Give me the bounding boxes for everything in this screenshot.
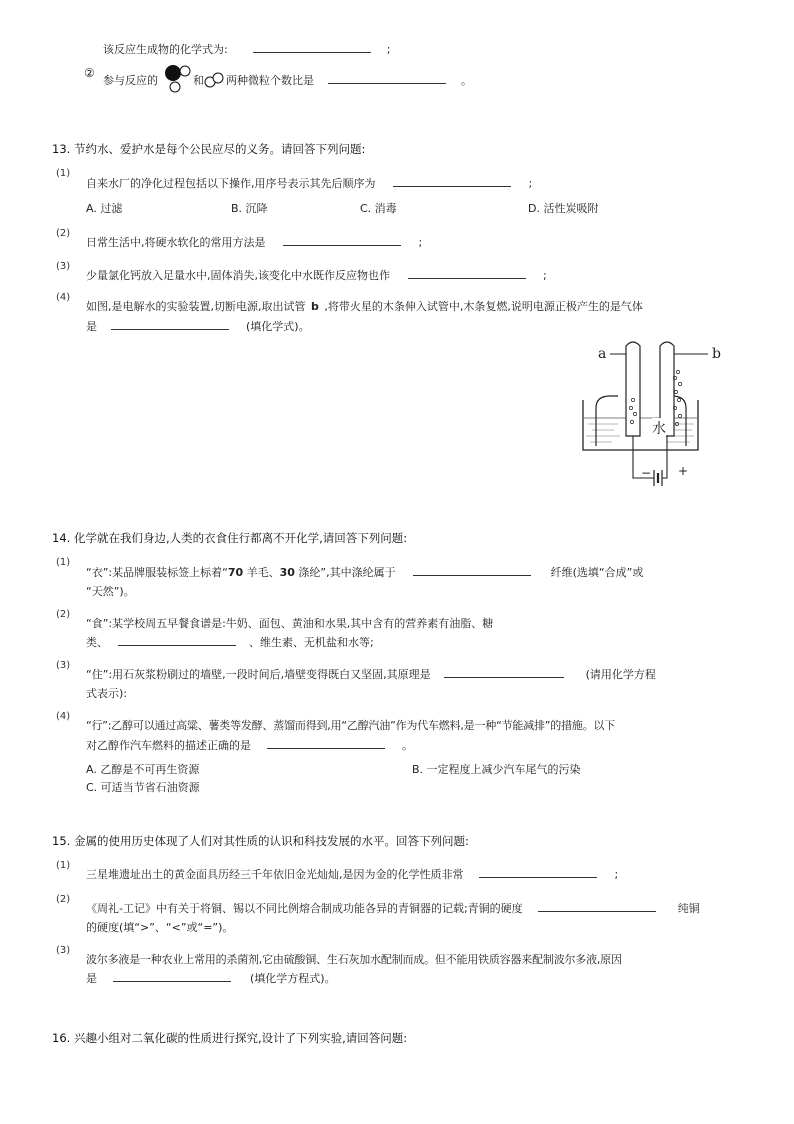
q13-p3-end: ; [543,269,547,282]
top-line-1 [103,41,390,57]
answer-blank[interactable] [479,867,597,878]
q13-p4-line1 [86,298,643,314]
answer-blank[interactable] [393,176,511,187]
q16-heading: 16. 兴趣小组对二氧化碳的性质进行探究,设计了下列实验,请回答问题: [52,1031,408,1045]
q14-p3-end: (请用化学方程 [585,668,656,681]
molecule-black-white-icon [162,62,192,94]
water-label: 水 [652,418,666,438]
q14-heading: 14. 化学就在我们身边,人类的衣食住行都离不开化学,请回答下列问题: [52,531,408,545]
positive-terminal-label: + [678,464,689,478]
q14-p2-line2 [86,634,374,650]
q13-p4-line2 [86,318,310,334]
q14-option-a: A. 乙醇是不可再生资源 [86,763,200,776]
q14-p1-30: 30 [279,566,295,579]
q13-p4-text-1: 如图,是电解水的实验装置,切断电源,取出试管 [86,300,306,313]
q14-p4-line2-a: 对乙醇作汽车燃料的描述正确的是 [86,739,251,752]
tube-a-label: a [598,346,607,362]
answer-blank[interactable] [113,971,231,982]
answer-blank[interactable] [408,268,526,279]
q15-p1-end: ; [614,868,619,881]
q13-heading: 13. 节约水、爱护水是每个公民应尽的义务。请回答下列问题: [52,142,366,156]
q13-option-c: C. 消毒 [360,202,397,215]
q14-p3-line2: 式表示): [86,687,127,700]
q14-option-c: C. 可适当节省石油资源 [86,781,200,794]
q14-p1-number: (1) [56,557,71,568]
q15-p3-number: (3) [56,945,71,956]
answer-blank[interactable] [413,565,531,576]
q14-p2-number: (2) [56,609,71,620]
q13-option-d: D. 活性炭吸附 [528,202,599,215]
q13-p2 [86,234,422,250]
q14-p2-line2-b: 、维生素、无机盐和水等; [249,636,374,649]
top-line1-suffix: ; [386,43,391,56]
q14-p4-line2-end: 。 [402,739,413,752]
top-line2-a: 参与反应的 [103,74,158,87]
q13-option-b: B. 沉降 [231,202,268,215]
answer-blank[interactable] [253,42,371,53]
q15-p3-line2-b: (填化学方程式)。 [250,972,336,985]
q14-p4-text: “行”:乙醇可以通过高粱、薯类等发酵、蒸馏而得到,用“乙醇汽油”作为代车燃料,是一种“节能减排”的措施。以下 [86,719,616,732]
q13-p1-text: 自来水厂的净化过程包括以下操作,用序号表示其先后顺序为 [86,177,376,190]
q13-p1-end: ; [528,177,533,190]
q14-p4-line2 [86,737,413,753]
answer-blank[interactable] [444,667,564,678]
q15-p2-line1 [86,900,700,916]
q13-p4-b: b [311,300,319,313]
q15-p2-line2: 的硬度(填“>”、“<”或“=”)。 [86,921,234,934]
q14-p3-text: “住”:用石灰浆粉刷过的墙壁,一段时间后,墙壁变得既白又坚固,其原理是 [86,668,431,681]
q15-p3-line2 [86,970,336,986]
q13-p2-number: (2) [56,228,71,239]
q13-p1-number: (1) [56,168,71,179]
answer-blank[interactable] [328,73,446,84]
tube-b-label: b [712,346,721,362]
answer-blank[interactable] [111,319,229,330]
q13-p3-number: (3) [56,261,71,272]
top-line1-prefix: 该反应生成物的化学式为: [103,43,228,56]
answer-blank[interactable] [267,738,385,749]
q15-p2-end: 纯铜 [677,902,700,915]
q13-p3-text: 少量氯化钙放入足量水中,固体消失,该变化中水既作反应物也作 [86,269,390,282]
negative-terminal-label: − [641,466,652,480]
q13-p4-line2-b: (填化学式)。 [246,320,310,333]
q13-p1 [86,175,532,191]
q15-p1-number: (1) [56,860,71,871]
q15-p1-text: 三星堆遗址出土的黄金面具历经三千年依旧金光灿灿,是因为金的化学性质非常 [86,868,464,881]
top-line-2 [103,72,158,88]
q13-p4-number: (4) [56,292,71,303]
q14-p2-line2-a: 类、 [86,636,108,649]
q14-p1-mid: 羊毛、 [243,566,280,579]
q14-p1-rest: 涤纶”,其中涤纶属于 [294,566,396,579]
answer-blank[interactable] [538,901,656,912]
q13-option-a: A. 过滤 [86,202,123,215]
top-line2-b: 和 [193,74,204,87]
q15-p3-text: 波尔多液是一种农业上常用的杀菌剂,它由硫酸铜、生石灰加水配制而成。但不能用铁质容器来配制波尔多液,原因 [86,953,622,966]
top-line2-c: 两种微粒个数比是 [226,74,314,87]
q15-p1 [86,866,618,882]
q14-p1-text: “衣”:某品牌服装标签上标着“ [86,566,228,579]
q14-p1-line1 [86,564,643,580]
q13-p2-text: 日常生活中,将硬水软化的常用方法是 [86,236,266,249]
top-line2-end: 。 [461,74,472,87]
q14-p2-text: “食”:某学校周五早餐食谱是:牛奶、面包、黄油和水果,其中含有的营养素有油脂、糖 [86,617,494,630]
q15-p2-number: (2) [56,894,71,905]
q13-p4-line2-a: 是 [86,320,97,333]
circled-mark: ② [84,66,95,80]
q14-p3-number: (3) [56,660,71,671]
molecule-white-white-icon [203,72,225,88]
q14-p1-line2: “天然”)。 [86,585,135,598]
answer-blank[interactable] [283,235,401,246]
q14-p3-line1 [86,666,656,682]
q14-p1-end: 纤维(选填“合成”或 [550,566,644,579]
answer-blank[interactable] [118,635,236,646]
q14-p4-number: (4) [56,711,71,722]
q15-p2-text: 《周礼-工记》中有关于将铜、锡以不同比例熔合制成功能各异的青铜器的记载;青铜的硬度 [86,902,523,915]
top-line-2-rest [226,72,472,88]
q14-option-b: B. 一定程度上减少汽车尾气的污染 [412,763,581,776]
q15-p3-line2-a: 是 [86,972,97,985]
q15-heading: 15. 金属的使用历史体现了人们对其性质的认识和科技发展的水平。回答下列问题: [52,834,469,848]
q13-p4-text-2: ,将带火星的木条伸入试管中,木条复燃,说明电源正极产生的是气体 [324,300,643,313]
q13-p3 [86,267,547,283]
q13-p2-end: ; [418,236,423,249]
q14-p1-70: 70 [227,566,244,579]
